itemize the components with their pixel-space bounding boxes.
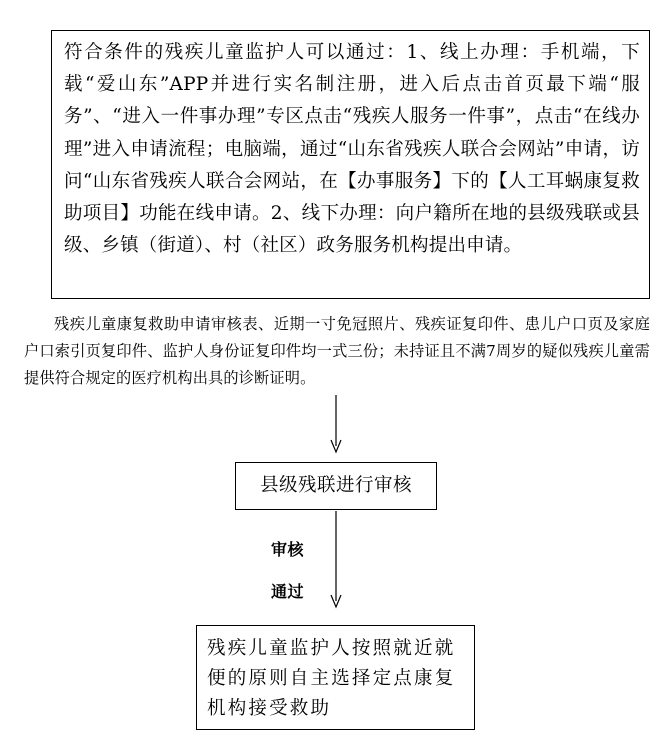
required-materials-note: 残疾儿童康复救助申请审核表、近期一寸免冠照片、残疾证复印件、患儿户口页及家庭户口索引页复印件、监护人身份证复印件均一式三份；未持证且不满7周岁的疑似残疾儿童需提供符合规定的医疗机构出具的诊断证明。 xyxy=(24,315,650,387)
review-passed-label-line2: 通过 xyxy=(271,582,305,601)
county-review-box: 县级残联进行审核 xyxy=(235,462,437,510)
rehab-institution-box: 残疾儿童监护人按照就近就便的原则自主选择定点康复机构接受救助 xyxy=(196,625,475,730)
application-methods-box: 符合条件的残疾儿童监护人可以通过：1、线上办理：手机端，下载“爱山东”APP并进行实名制注册，进入后点击首页最下端“服务”、“进入一件事办理”专区点击“残疾人服务一件事”，点击“在线办理”进入申请流程；电脑端，通过“山东省残疾人联合会网站”申请，访问“山东省残疾人联合会网站，在【办事服务】下的【人工耳蜗康复救助项目】功能在线申请。2、线下办理：向户籍所在地的县级残联或县级、乡镇（街道）、村（社区）政务服务机构提出申请。 xyxy=(51,30,650,299)
review-passed-label-line1: 审核 xyxy=(271,540,305,559)
